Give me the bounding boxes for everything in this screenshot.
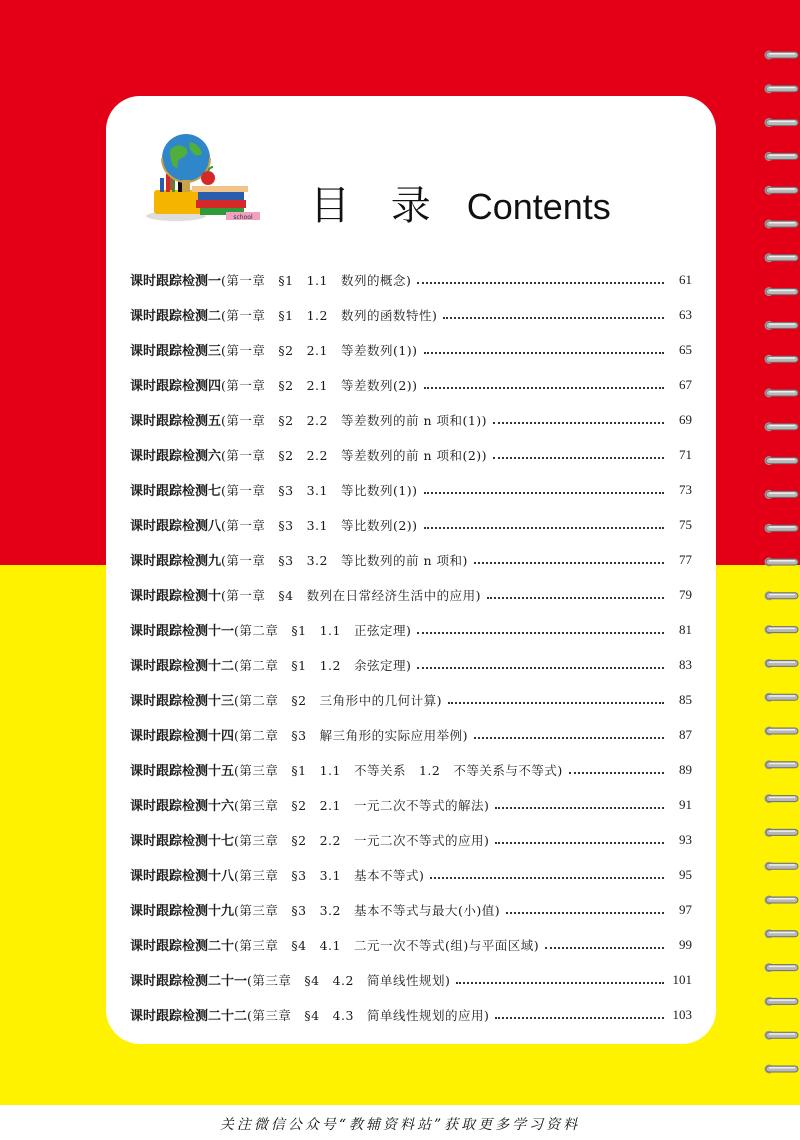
toc-entry-page: 99 <box>679 936 692 952</box>
toc-entry-page: 65 <box>679 341 692 357</box>
binding-ring <box>765 524 798 532</box>
toc-entry-detail: (第三章 §1 1.1 不等关系 1.2 不等关系与不等式) <box>234 762 563 778</box>
dot-leader <box>495 1017 664 1019</box>
binding-ring <box>765 1065 798 1073</box>
toc-entry-detail: (第一章 §1 1.1 数列的概念) <box>221 272 412 288</box>
toc-entry[interactable] <box>130 332 692 367</box>
toc-entry[interactable] <box>130 717 692 752</box>
binding-ring <box>765 288 798 296</box>
toc-entry[interactable] <box>130 402 692 437</box>
toc-entry-label: 课时跟踪检测十九 <box>130 904 235 919</box>
dot-leader <box>474 562 664 564</box>
toc-entry[interactable] <box>130 612 692 647</box>
toc-entry-detail: (第一章 §3 3.1 等比数列(2)) <box>221 517 418 533</box>
toc-entry-detail: (第一章 §4 数列在日常经济生活中的应用) <box>221 587 481 603</box>
binding-ring <box>765 355 798 363</box>
binding-ring <box>765 389 798 397</box>
toc-entry-detail: (第三章 §3 3.2 基本不等式与最大(小)值) <box>234 902 501 918</box>
binding-ring <box>765 423 798 431</box>
toc-entry-page: 85 <box>679 691 692 707</box>
illustration-label: school <box>233 214 253 221</box>
toc-entry-detail: (第二章 §1 1.2 余弦定理) <box>234 657 412 673</box>
dot-leader <box>569 772 664 774</box>
dot-leader <box>443 317 664 319</box>
toc-entry-detail: (第二章 §2 三角形中的几何计算) <box>234 692 442 708</box>
toc-entry[interactable] <box>130 577 692 612</box>
dot-leader <box>493 422 664 424</box>
toc-entry-page: 95 <box>679 866 692 882</box>
toc-entry-label: 课时跟踪检测二十二 <box>130 1009 248 1024</box>
toc-entry-label: 课时跟踪检测十五 <box>130 764 235 779</box>
toc-entry-page: 91 <box>679 796 692 812</box>
dot-leader <box>487 597 664 599</box>
dot-leader <box>424 387 664 389</box>
binding-ring <box>765 659 798 667</box>
toc-entry-label: 课时跟踪检测十六 <box>130 799 235 814</box>
dot-leader <box>424 492 664 494</box>
globe-books-illustration <box>140 128 262 224</box>
dot-leader <box>424 527 664 529</box>
toc-entry-detail: (第三章 §4 4.2 简单线性规划) <box>247 972 451 988</box>
toc-entry-page: 81 <box>679 621 692 637</box>
binding-ring <box>765 795 798 803</box>
dot-leader <box>430 877 664 879</box>
toc-entry-page: 79 <box>679 586 692 602</box>
toc-entry-detail: (第二章 §3 解三角形的实际应用举例) <box>234 727 468 743</box>
toc-entry-label: 课时跟踪检测八 <box>130 519 222 534</box>
toc-entry[interactable] <box>130 682 692 717</box>
toc-entry-label: 课时跟踪检测四 <box>130 379 222 394</box>
dot-leader <box>417 282 664 284</box>
toc-entry-label: 课时跟踪检测六 <box>130 449 222 464</box>
toc-entry-label: 课时跟踪检测十三 <box>130 694 235 709</box>
binding-ring <box>765 51 798 59</box>
toc-entry[interactable] <box>130 297 692 332</box>
dot-leader <box>456 982 664 984</box>
toc-entry-detail: (第一章 §2 2.2 等差数列的前 n 项和(1)) <box>221 412 488 428</box>
binding-ring <box>765 896 798 904</box>
title-chinese: 目 录 <box>310 183 445 229</box>
dot-leader <box>474 737 664 739</box>
binding-ring <box>765 119 798 127</box>
toc-entry[interactable] <box>130 997 692 1032</box>
toc-entry-label: 课时跟踪检测三 <box>130 344 222 359</box>
binding-ring <box>765 254 798 262</box>
binding-ring <box>765 626 798 634</box>
toc-entry-page: 101 <box>672 971 692 987</box>
toc-entry-page: 67 <box>679 376 692 392</box>
binding-ring <box>765 930 798 938</box>
toc-entry-label: 课时跟踪检测十一 <box>130 624 235 639</box>
binding-ring <box>765 490 798 498</box>
binding-ring <box>765 997 798 1005</box>
toc-entry[interactable] <box>130 962 692 997</box>
toc-entry-detail: (第三章 §4 4.1 二元一次不等式(组)与平面区域) <box>234 937 540 953</box>
toc-entry[interactable] <box>130 822 692 857</box>
toc-entry[interactable] <box>130 507 692 542</box>
spiral-binding-rings <box>760 44 800 1094</box>
toc-entry[interactable] <box>130 892 692 927</box>
toc-entry[interactable] <box>130 472 692 507</box>
toc-entry-label: 课时跟踪检测七 <box>130 484 222 499</box>
dot-leader <box>417 667 664 669</box>
page-title <box>310 174 611 234</box>
toc-entry-label: 课时跟踪检测九 <box>130 554 222 569</box>
binding-ring <box>765 85 798 93</box>
toc-entry-page: 77 <box>679 551 692 567</box>
binding-ring <box>765 457 798 465</box>
toc-entry[interactable] <box>130 437 692 472</box>
toc-entry-page: 61 <box>679 271 692 287</box>
toc-entry-label: 课时跟踪检测二 <box>130 309 222 324</box>
toc-entry-page: 103 <box>672 1006 692 1022</box>
toc-entry-page: 69 <box>679 411 692 427</box>
toc-entry-label: 课时跟踪检测二十一 <box>130 974 248 989</box>
toc-entry-label: 课时跟踪检测一 <box>130 274 222 289</box>
toc-entry[interactable] <box>130 367 692 402</box>
toc-entry-page: 87 <box>679 726 692 742</box>
binding-ring <box>765 592 798 600</box>
binding-ring <box>765 1031 798 1039</box>
toc-entry[interactable] <box>130 752 692 787</box>
toc-entry[interactable] <box>130 262 692 297</box>
title-english: Contents <box>466 186 611 227</box>
toc-entry-page: 97 <box>679 901 692 917</box>
toc-entry-label: 课时跟踪检测十四 <box>130 729 235 744</box>
footer-note: 关注微信公众号“教辅资料站”获取更多学习资料 <box>219 1117 581 1133</box>
dot-leader <box>506 912 664 914</box>
toc-entry-page: 73 <box>679 481 692 497</box>
toc-entry[interactable] <box>130 857 692 892</box>
binding-ring <box>765 828 798 836</box>
dot-leader <box>424 352 664 354</box>
table-of-contents <box>130 262 692 1032</box>
dot-leader <box>495 807 664 809</box>
toc-entry-page: 71 <box>679 446 692 462</box>
toc-entry[interactable] <box>130 542 692 577</box>
dot-leader <box>495 842 664 844</box>
toc-entry-page: 75 <box>679 516 692 532</box>
toc-entry-detail: (第一章 §3 3.2 等比数列的前 n 项和) <box>221 552 468 568</box>
toc-entry-label: 课时跟踪检测十 <box>130 589 222 604</box>
toc-entry-detail: (第三章 §2 2.2 一元二次不等式的应用) <box>234 832 490 848</box>
toc-entry-detail: (第一章 §1 1.2 数列的函数特性) <box>221 307 438 323</box>
binding-ring <box>765 761 798 769</box>
dot-leader <box>493 457 664 459</box>
binding-ring <box>765 862 798 870</box>
toc-entry-page: 93 <box>679 831 692 847</box>
dot-leader <box>545 947 664 949</box>
binding-ring <box>765 152 798 160</box>
dot-leader <box>417 632 664 634</box>
binding-ring <box>765 964 798 972</box>
binding-ring <box>765 321 798 329</box>
binding-ring <box>765 558 798 566</box>
toc-entry-page: 83 <box>679 656 692 672</box>
toc-entry-detail: (第三章 §4 4.3 简单线性规划的应用) <box>247 1007 490 1023</box>
toc-entry-label: 课时跟踪检测十八 <box>130 869 235 884</box>
toc-entry[interactable] <box>130 927 692 962</box>
dot-leader <box>448 702 664 704</box>
toc-entry-detail: (第三章 §2 2.1 一元二次不等式的解法) <box>234 797 490 813</box>
toc-entry-detail: (第一章 §2 2.1 等差数列(1)) <box>221 342 418 358</box>
toc-entry-label: 课时跟踪检测五 <box>130 414 222 429</box>
binding-ring <box>765 727 798 735</box>
toc-entry[interactable] <box>130 787 692 822</box>
toc-entry-label: 课时跟踪检测十七 <box>130 834 235 849</box>
toc-entry-label: 课时跟踪检测二十 <box>130 939 235 954</box>
toc-entry-detail: (第二章 §1 1.1 正弦定理) <box>234 622 412 638</box>
toc-entry-detail: (第三章 §3 3.1 基本不等式) <box>234 867 425 883</box>
toc-entry-detail: (第一章 §2 2.2 等差数列的前 n 项和(2)) <box>221 447 488 463</box>
toc-entry-page: 89 <box>679 761 692 777</box>
binding-ring <box>765 186 798 194</box>
toc-entry-detail: (第一章 §3 3.1 等比数列(1)) <box>221 482 418 498</box>
toc-entry[interactable] <box>130 647 692 682</box>
toc-entry-label: 课时跟踪检测十二 <box>130 659 235 674</box>
toc-entry-page: 63 <box>679 306 692 322</box>
binding-ring <box>765 220 798 228</box>
binding-ring <box>765 693 798 701</box>
toc-entry-detail: (第一章 §2 2.1 等差数列(2)) <box>221 377 418 393</box>
